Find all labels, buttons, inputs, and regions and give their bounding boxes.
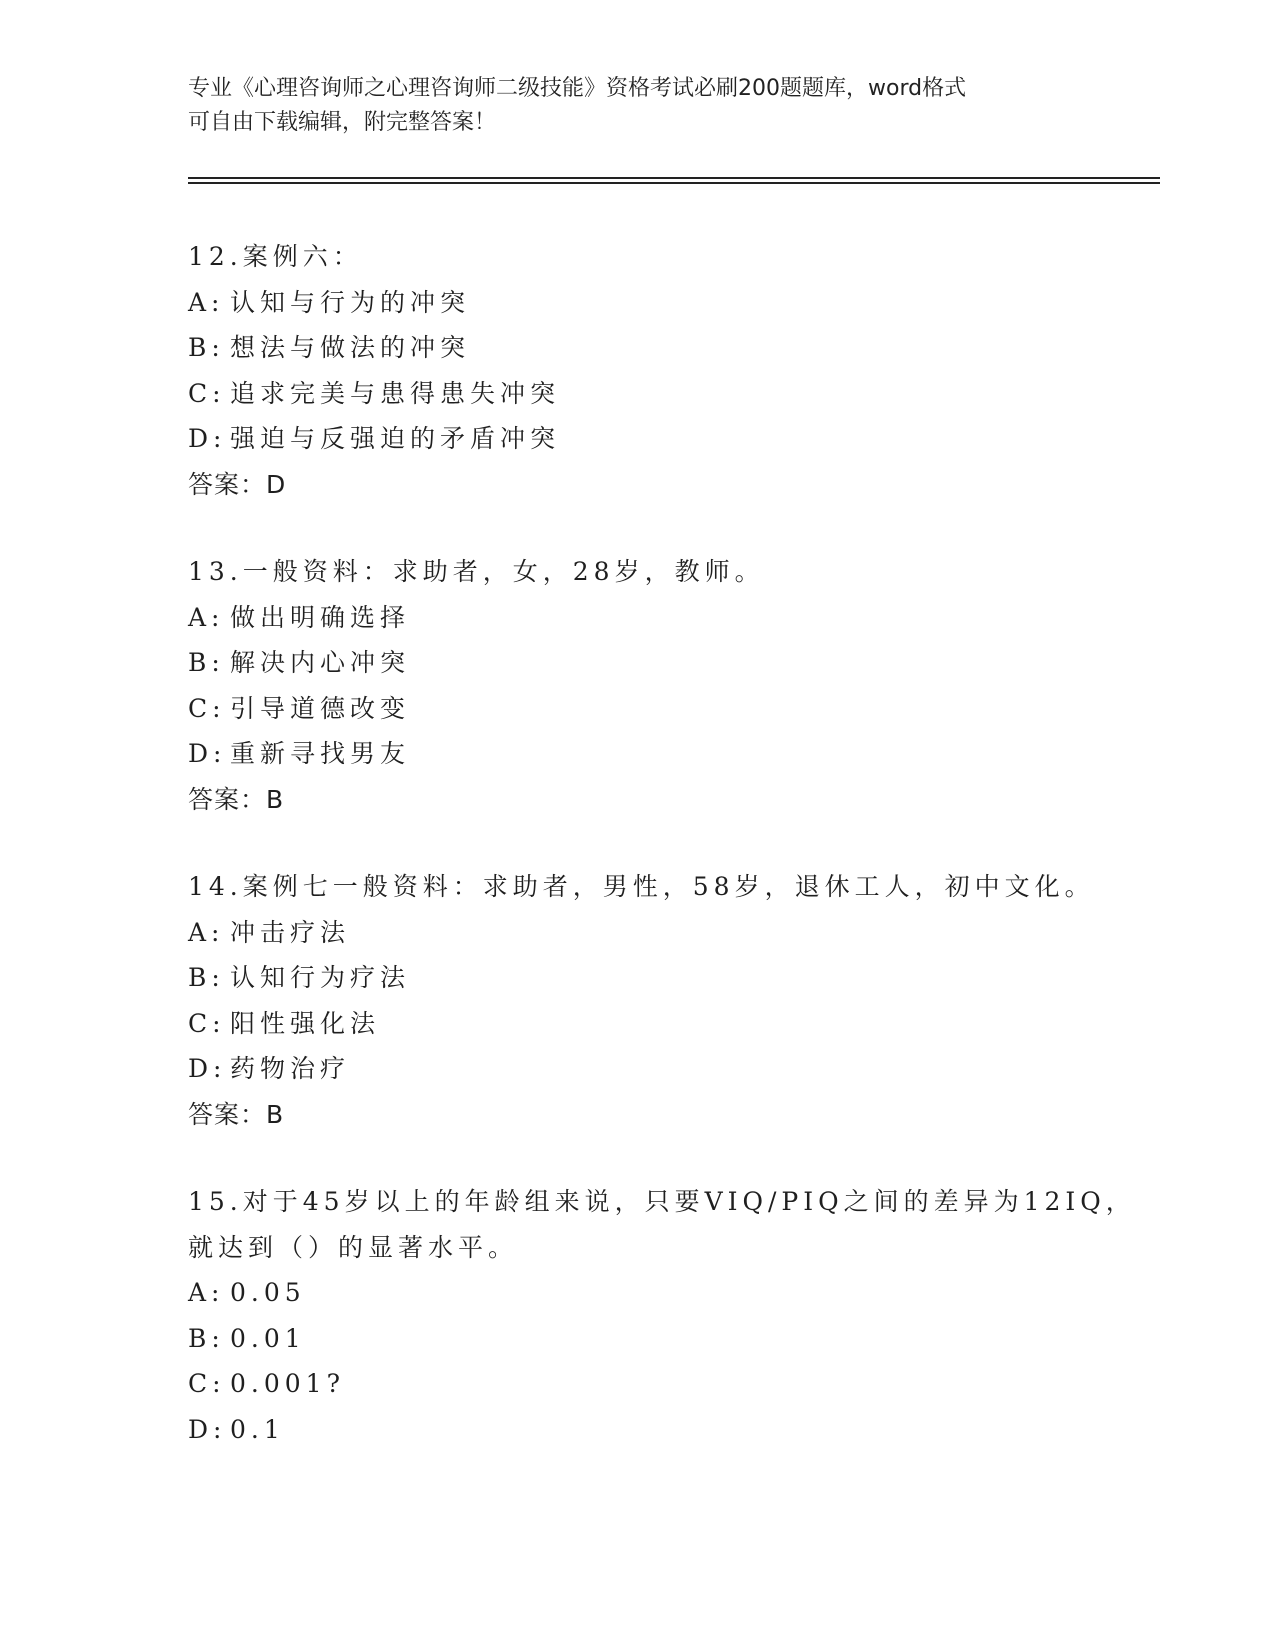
question-13 <box>188 549 1148 822</box>
option-letter: C: <box>188 378 226 408</box>
option-letter: B: <box>188 963 225 992</box>
option-text: 重新寻找男友 <box>230 739 411 768</box>
option-letter: C: <box>188 1008 226 1038</box>
option-letter: D: <box>188 739 227 768</box>
option-text: 认知行为疗法 <box>230 963 411 992</box>
option-letter: A: <box>188 287 225 317</box>
option-text: 0.01 <box>230 1323 306 1353</box>
option-b <box>188 1316 1148 1362</box>
option-letter: D: <box>188 1414 227 1444</box>
option-a <box>188 280 1148 326</box>
question-14 <box>188 864 1148 1137</box>
option-text: 认知与行为的冲突 <box>230 287 471 317</box>
option-a <box>188 910 1148 956</box>
question-title: 12.案例六： <box>188 242 363 271</box>
answer-label: 答案：D <box>188 469 287 499</box>
option-d <box>188 1407 1148 1453</box>
header-divider-top <box>188 177 1160 179</box>
option-text: 阳性强化法 <box>230 1008 381 1038</box>
option-letter: A: <box>188 602 225 632</box>
option-text: 冲击疗法 <box>230 917 351 947</box>
option-c <box>188 1361 1148 1407</box>
question-list <box>188 234 1148 1494</box>
option-text: 追求完美与患得患失冲突 <box>230 378 561 408</box>
question-12 <box>188 234 1148 507</box>
document-header <box>188 72 1068 140</box>
option-text: 药物治疗 <box>230 1054 351 1083</box>
option-d <box>188 1046 1148 1092</box>
option-c <box>188 371 1148 417</box>
option-text: 0.1 <box>230 1414 285 1444</box>
option-a <box>188 1270 1148 1316</box>
option-text: 强迫与反强迫的矛盾冲突 <box>230 424 561 453</box>
header-line-1: 专业《心理咨询师之心理咨询师二级技能》资格考试必刷200题题库，word格式 <box>188 76 967 101</box>
option-text: 做出明确选择 <box>230 602 411 632</box>
option-letter: B: <box>188 648 225 677</box>
option-d <box>188 416 1148 462</box>
option-letter: D: <box>188 424 227 453</box>
question-title: 14.案例七一般资料：求助者，男性，58岁，退休工人，初中文化。 <box>188 872 1095 901</box>
header-divider-bottom <box>188 182 1160 184</box>
option-b <box>188 955 1148 1001</box>
option-text: 0.05 <box>230 1278 306 1307</box>
option-letter: B: <box>188 333 225 362</box>
option-text: 引导道德改变 <box>230 693 411 723</box>
answer-label: 答案：B <box>188 784 285 814</box>
option-text: 0.001? <box>230 1369 345 1398</box>
option-letter: C: <box>188 693 226 723</box>
option-d <box>188 731 1148 777</box>
question-title: 15.对于45岁以上的年龄组来说，只要VIQ/PIQ之间的差异为12IQ，就达到（）的显著水平。 <box>188 1187 1136 1262</box>
option-letter: C: <box>188 1369 226 1398</box>
option-a <box>188 595 1148 641</box>
option-letter: B: <box>188 1323 225 1353</box>
option-c <box>188 1001 1148 1047</box>
answer-label: 答案：B <box>188 1099 285 1129</box>
option-c <box>188 686 1148 732</box>
option-letter: A: <box>188 917 225 947</box>
option-letter: A: <box>188 1278 225 1307</box>
header-line-2: 可自由下载编辑，附完整答案！ <box>188 110 497 135</box>
option-text: 想法与做法的冲突 <box>230 333 471 362</box>
question-title: 13.一般资料：求助者，女，28岁，教师。 <box>188 557 765 586</box>
option-b <box>188 640 1148 686</box>
option-b <box>188 325 1148 371</box>
option-text: 解决内心冲突 <box>230 648 411 677</box>
question-15 <box>188 1179 1148 1452</box>
option-letter: D: <box>188 1054 227 1083</box>
